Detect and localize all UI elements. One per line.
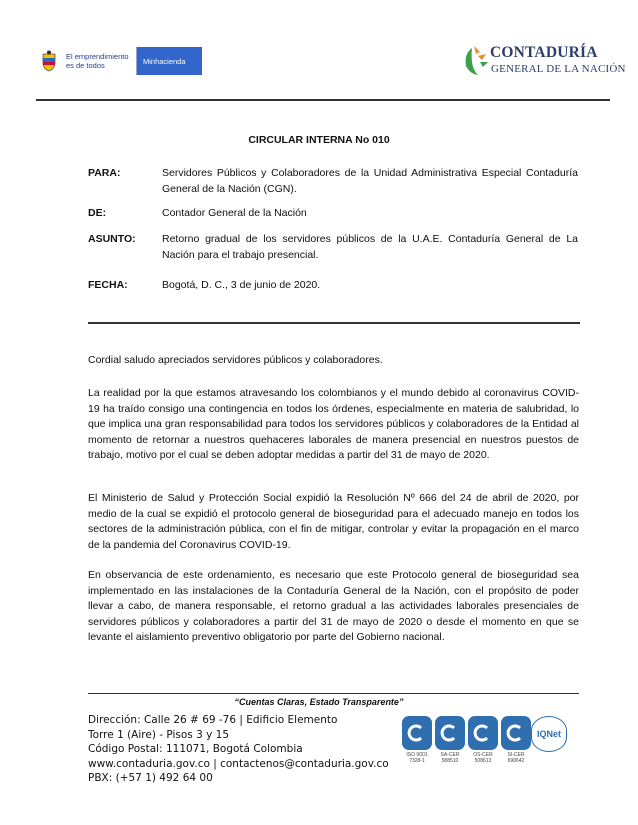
icontec-icon	[402, 716, 432, 750]
cgn-logo	[462, 44, 626, 78]
cert-badge	[468, 716, 498, 766]
iqnet-badge	[534, 716, 564, 766]
fecha-value: Bogotá, D. C., 3 de junio de 2020.	[162, 279, 321, 291]
body-paragraph-2: El Ministerio de Salud y Protección Social expidió la Resolución Nº 666 del 24 de abril de 2020, por medio de la cual se expidió el protocolo general de bioseguridad para el adecuado manejo en todos los sectores de la administración pública, con el fin de mitigar, controlar y evitar la propagación en el marco de la pandemia del Coronavirus COVID-19.	[88, 492, 579, 551]
gov-tagline	[62, 47, 137, 75]
coat-of-arms-icon	[36, 47, 62, 75]
cert-code: OS-CER 508613	[473, 752, 493, 764]
gov-tagline-line2: es de todos	[66, 61, 105, 70]
cgn-name-line1: CONTADURÍA	[490, 44, 598, 61]
para-label: PARA:	[88, 167, 121, 179]
greeting-paragraph: Cordial saludo apreciados servidores públicos y colaboradores.	[88, 354, 383, 366]
cert-badge	[501, 716, 531, 766]
circular-title: CIRCULAR INTERNA No 010	[248, 134, 390, 146]
address-line-2: Torre 1 (Aire) - Pisos 3 y 15	[88, 728, 230, 741]
gov-tagline-line1: El emprendimiento	[66, 52, 129, 61]
footer-slogan: “Cuentas Claras, Estado Transparente”	[234, 697, 404, 707]
icontec-icon	[468, 716, 498, 750]
cert-code: SA-CER 588510	[440, 752, 460, 764]
footer-divider	[88, 693, 579, 694]
asunto-label: ASUNTO:	[88, 233, 136, 245]
address-line-4: www.contaduria.gov.co | contactenos@contaduria.gov.co	[88, 757, 389, 770]
address-line-5: PBX: (+57 1) 492 64 00	[88, 772, 213, 784]
iqnet-icon	[531, 716, 567, 752]
icontec-icon	[501, 716, 531, 750]
gov-logo	[36, 47, 202, 75]
certification-badges	[402, 716, 572, 766]
header-divider	[36, 99, 610, 101]
cert-badge	[402, 716, 432, 766]
para-value: Servidores Públicos y Colaboradores de la Unidad Administrativa Especial Contaduría General de la Nación (CGN).	[162, 167, 578, 195]
memo-divider	[88, 322, 580, 324]
address-line-3: Código Postal: 111071, Bogotá Colombia	[88, 743, 303, 755]
icontec-icon	[435, 716, 465, 750]
footer-address	[88, 713, 389, 786]
cert-badge	[435, 716, 465, 766]
asunto-value: Retorno gradual de los servidores públicos de la U.A.E. Contaduría General de La Nación para el trabajo presencial.	[162, 233, 578, 261]
cgn-name-line2: GENERAL DE LA NACIÓN	[491, 63, 626, 75]
cert-code: ISO 9001 7328-1	[406, 752, 428, 764]
iqnet-label: IQNet	[536, 729, 561, 739]
de-label: DE:	[88, 207, 107, 219]
cgn-mark-icon	[462, 44, 490, 78]
ministry-name: Minhacienda	[137, 47, 202, 75]
de-value: Contador General de la Nación	[162, 207, 307, 219]
cert-code: SI-CER 690642	[507, 752, 525, 764]
body-paragraph-3: En observancia de este ordenamiento, es necesario que este Protocolo general de bioseguridad sea implementado en las instalaciones de la Contaduría General de la Nación, con el propósito de poder llevar a cabo, de manera responsable, el retorno gradual a las actividades laborales presenciales de servidores públicos y colaboradores a partir del 31 de mayo de 2020 o desde el momento en que se levante el aislamiento preventivo obligatorio por parte del Gobierno nacional.	[88, 569, 579, 644]
address-line-1: Dirección: Calle 26 # 69 -76 | Edificio Elemento	[88, 714, 338, 726]
body-paragraph-1: La realidad por la que estamos atravesando los colombianos y el mundo debido al coronavirus COVID-19 ha traído consigo una contingencia en todos los órdenes, especialmente en materia de salubridad, lo que implica una gran responsabilidad para todos los servidores públicos y colaboradores de la Entidad al momento de retornar a nuestros quehaceres laborales de manera presencial en nuestros puestos de trabajo, motivo por el cual se deben adoptar medidas a partir del 31 de mayo de 2020.	[88, 387, 579, 462]
fecha-label: FECHA:	[88, 279, 128, 291]
